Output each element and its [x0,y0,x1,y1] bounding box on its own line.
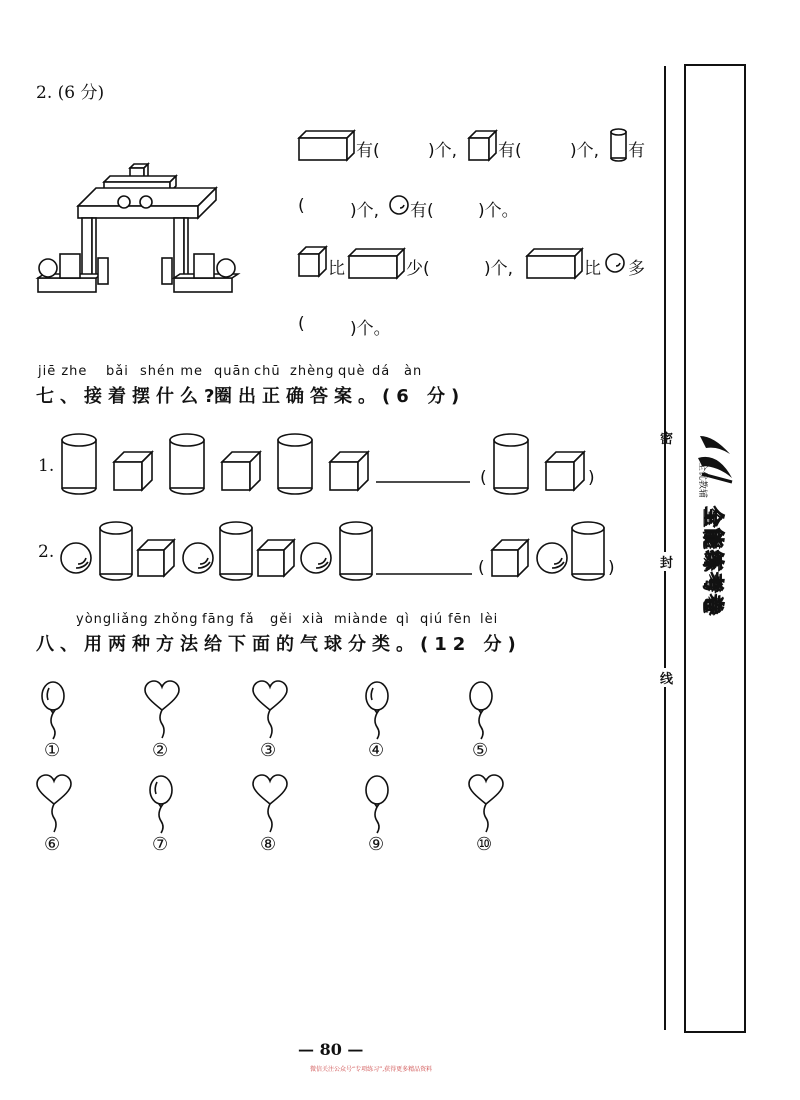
q2-l1-c: 有( [498,141,522,161]
balloon-number: ⑨ [368,834,385,855]
cylinder-shape [100,522,132,580]
pinyin: zhèng [290,364,335,379]
ball-shape [183,543,213,573]
balloon-7 [146,774,176,834]
pinyin: jiē zhe [38,364,88,379]
q2-l4-a: ( [298,314,305,334]
pinyin: fēn [448,612,472,627]
cylinder-shape [340,522,372,580]
cylinder-shape [170,434,204,494]
question-2-label: 2. (6 分) [36,83,105,103]
section-7-title: 七、接着摆什么? [36,386,221,407]
cube-option [492,540,528,576]
balloon-5 [466,680,496,740]
balloon-number: ② [152,740,169,761]
balloon-number: ⑤ [472,740,489,761]
pinyin: yòng [76,612,113,627]
row-2-label: 2. [38,542,55,562]
pinyin: de [370,612,389,627]
cylinder-shape [220,522,252,580]
q2-l3-d: 比 [584,259,601,279]
q2-l3-c: )个, [484,259,514,279]
pinyin: bǎi [106,364,129,379]
pinyin: xià [302,612,325,627]
balloon-number: ⑩ [476,834,493,855]
binding-line [664,66,666,1030]
cylinder-shape [278,434,312,494]
balloon-4 [362,680,392,740]
pinyin: què [338,364,366,379]
cylinder-shape [62,434,96,494]
balloon-number: ③ [260,740,277,761]
pattern-row-2 [58,518,618,584]
balloon-number: ⑥ [44,834,61,855]
pinyin: lèi [480,612,499,627]
ball-icon [388,194,410,216]
brand-title: 全能练考卷 [702,506,726,616]
row-1-label: 1. [38,456,55,476]
cube-shape [222,452,260,490]
seal-mark-mi: 密 [660,432,674,447]
page-number: — 80 — [298,1040,364,1059]
balloon-3 [250,680,290,740]
ball-option [537,543,567,573]
cuboid-icon [348,248,406,280]
pinyin: quān [214,364,251,379]
cube-shape [258,540,294,576]
cube-option [546,452,584,490]
ball-shape [61,543,91,573]
q2-l3-a: 比 [328,259,345,279]
ball-icon [604,252,626,274]
balloon-8 [250,774,290,834]
brand-subtitle: 全优教辅 [697,462,707,499]
pattern-row-1 [58,430,598,496]
cuboid-icon [526,248,584,280]
section-7-title-2: 圈出正确答案。(6 分) [214,386,466,407]
q2-l2-b: )个, [350,201,380,221]
balloon-number: ⑦ [152,834,169,855]
balloon-9 [362,774,392,834]
balloon-10 [466,774,506,834]
section-8-title: 八、用两种方法给下面的气球分类。(12 分) [36,634,522,655]
q2-l1-d: )个, [570,141,600,161]
balloon-1 [38,680,68,740]
q2-l3-b: 少( [406,259,430,279]
seal-mark-xian: 线 [660,668,673,687]
row-1-paren-open: ( [480,468,487,488]
cube-shape [138,540,174,576]
pinyin: gěi [270,612,293,627]
q2-l1-e: 有 [628,141,645,161]
pinyin: miàn [334,612,371,627]
row-2-paren-open: ( [478,558,485,578]
q2-l2-d: )个。 [478,201,519,221]
cube-icon [468,130,498,162]
pinyin: àn [404,364,423,379]
pinyin: shén me [140,364,204,379]
cube-shape [330,452,368,490]
balloon-number: ① [44,740,61,761]
gate-shape-illustration [34,160,244,300]
cylinder-option [494,434,528,494]
pinyin: chū [254,364,281,379]
q2-l1-a: 有( [356,141,380,161]
cube-shape [114,452,152,490]
balloon-number: ⑧ [260,834,277,855]
sidebar-brand-box [684,64,746,1033]
cylinder-icon [610,128,628,162]
q2-l1-b: )个, [428,141,458,161]
pinyin: zhǒng [154,612,199,627]
row-2-paren-close: ) [608,558,615,578]
cube-icon [298,246,330,278]
pinyin: liǎng [112,612,149,627]
q2-l4-b: )个。 [350,319,391,339]
pinyin: fǎ [240,612,255,627]
ball-shape [301,543,331,573]
balloon-2 [142,680,182,740]
q2-l2-a: ( [298,196,305,216]
balloon-6 [34,774,74,834]
seal-mark-feng: 封 [660,552,673,571]
pinyin: qiú [420,612,444,627]
footer-note: 微信关注公众号“专项练习”,获得更多精品资料 [310,1066,433,1073]
pinyin: qì [396,612,410,627]
cylinder-option [572,522,604,580]
q2-l2-c: 有( [410,201,434,221]
balloon-number: ④ [368,740,385,761]
cuboid-icon [298,130,356,162]
row-1-paren-close: ) [588,468,595,488]
pinyin: fāng [202,612,236,627]
q2-l3-e: 多 [628,259,645,279]
pinyin: dá [372,364,391,379]
